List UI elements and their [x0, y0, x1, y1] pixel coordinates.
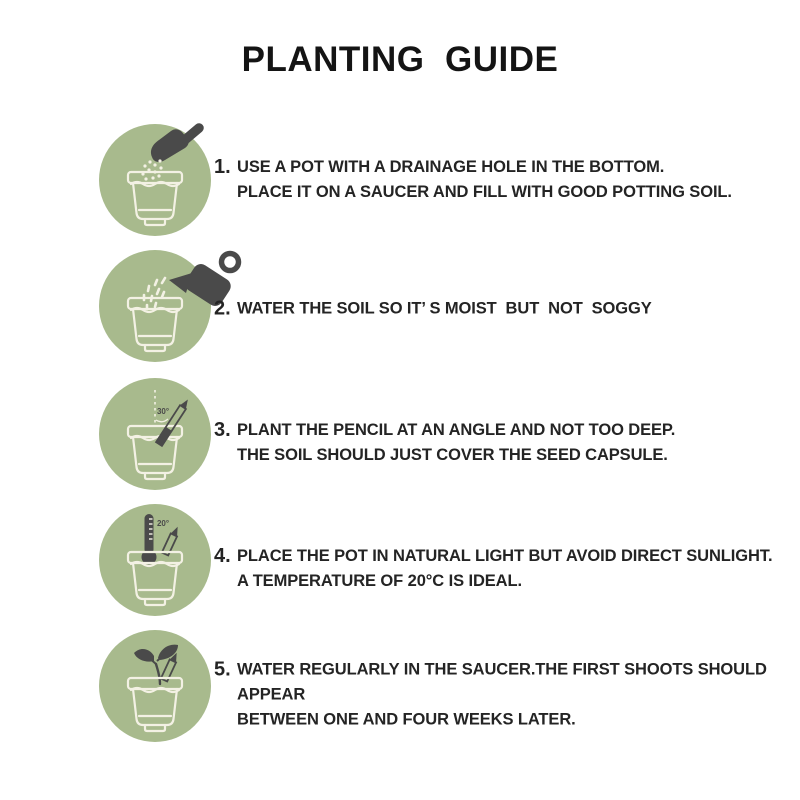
angle-label: 30°	[156, 407, 170, 416]
step-line: USE A POT WITH A DRAINAGE HOLE IN THE BOTTOM.	[237, 158, 665, 176]
step-lines	[237, 418, 675, 468]
step-text	[214, 418, 675, 468]
step-text	[214, 297, 652, 322]
step-text	[214, 155, 732, 205]
step-number: 2.	[214, 297, 231, 320]
temperature-label: 20°	[156, 519, 170, 528]
step-text	[214, 658, 800, 733]
step-number: 3.	[214, 419, 231, 441]
step-lines	[237, 544, 772, 594]
step-line: PLACE IT ON A SAUCER AND FILL WITH GOOD POTTING SOIL.	[237, 183, 732, 201]
step-line: THE SOIL SHOULD JUST COVER THE SEED CAPSULE.	[237, 446, 668, 464]
step-lines	[237, 297, 652, 322]
step-number: 1.	[214, 156, 231, 178]
step-text	[214, 544, 772, 594]
step-lines	[237, 155, 732, 205]
page-title: PLANTING GUIDE	[241, 40, 559, 79]
step-row-3	[0, 376, 800, 492]
step-line: A TEMPERATURE OF 20°C IS IDEAL.	[237, 572, 522, 590]
step-line: PLACE THE POT IN NATURAL LIGHT BUT AVOID DIRECT SUNLIGHT.	[237, 547, 773, 565]
step-row-1	[0, 122, 800, 238]
step-number: 5.	[214, 658, 231, 681]
step-line: BETWEEN ONE AND FOUR WEEKS LATER.	[237, 710, 576, 729]
step-line: WATER THE SOIL SO IT’ S MOIST BUT NOT SOGGY	[237, 299, 652, 318]
step-line: PLANT THE PENCIL AT AN ANGLE AND NOT TOO DEEP.	[237, 421, 676, 439]
step-number: 4.	[214, 545, 231, 567]
step-row-2	[0, 248, 800, 364]
step-row-4	[0, 502, 800, 618]
step-line: WATER REGULARLY IN THE SAUCER.THE FIRST SHOOTS SHOULD APPEAR	[237, 660, 771, 704]
step-lines	[237, 658, 800, 733]
step-row-5	[0, 628, 800, 744]
